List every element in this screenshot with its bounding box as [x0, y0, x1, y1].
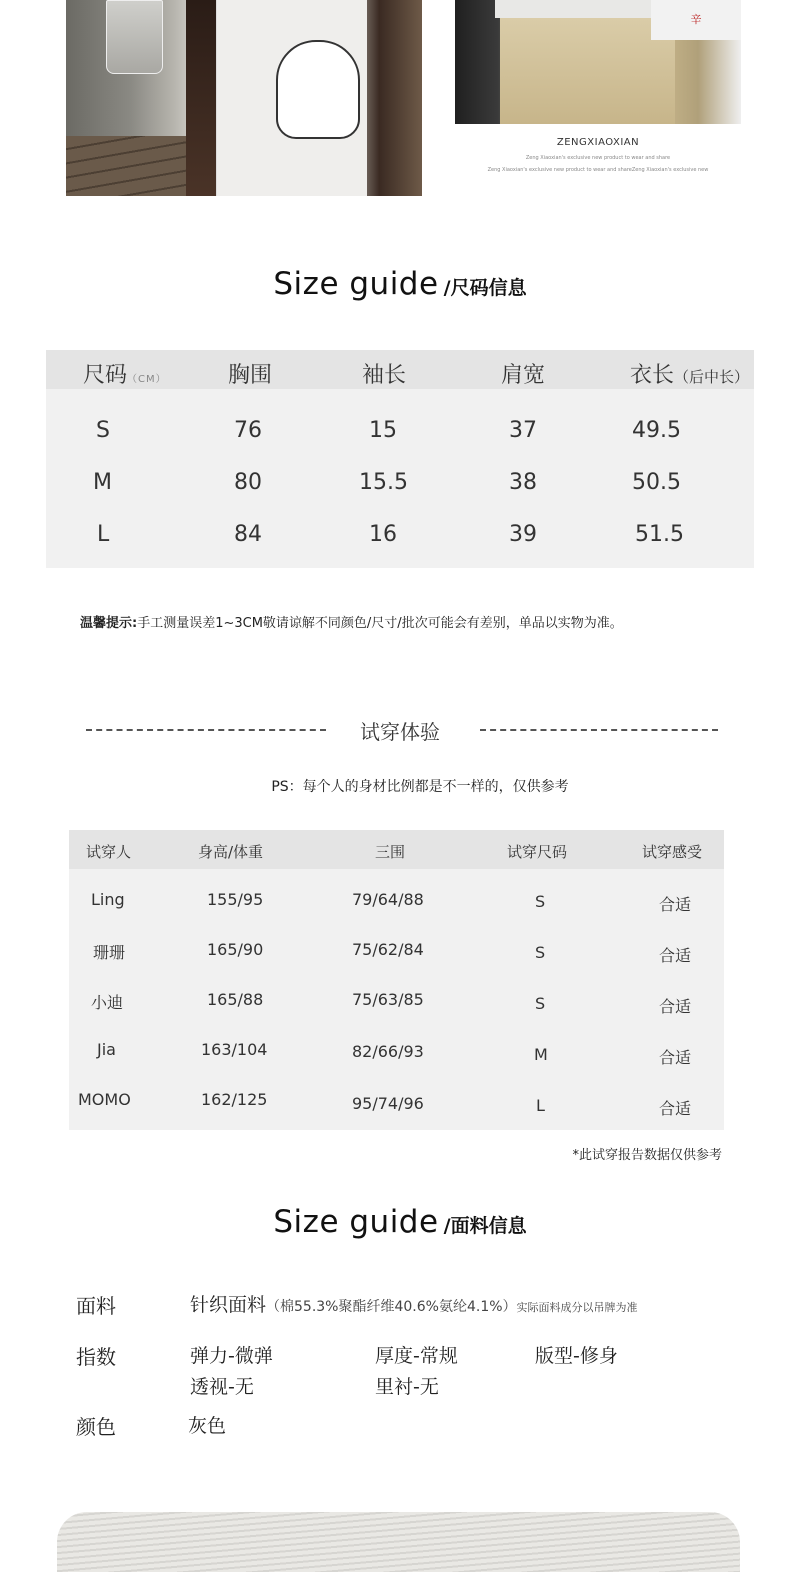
try-cell: 165/88 [207, 990, 264, 1009]
fabric-heading [0, 1204, 800, 1240]
try-cell: S [535, 994, 546, 1013]
photo-glass [106, 0, 163, 74]
note-label: 温馨提示: [80, 616, 138, 631]
model-photo-right [455, 0, 741, 124]
cat-print-graphic [276, 40, 360, 139]
try-on-table [69, 830, 724, 1130]
size-cell: 16 [369, 522, 397, 547]
try-cell: 165/90 [207, 940, 264, 959]
try-cell: 合适 [659, 946, 692, 965]
note-text: 手工测量误差1~3CM敬请谅解不同颜色/尺寸/批次可能会有差别，单品以实物为准。 [137, 616, 623, 631]
size-cell: 39 [509, 522, 537, 547]
try-header-measurements: 三围 [375, 843, 406, 861]
size-header-sleeve: 袖长 [362, 363, 407, 388]
measurement-note [80, 612, 623, 631]
size-guide-subtitle: /尺码信息 [443, 277, 527, 299]
size-cell: 49.5 [632, 418, 681, 443]
fabric-title: Size guide [273, 1204, 439, 1240]
try-cell: 珊珊 [93, 943, 126, 962]
fabric-label: 面料 [76, 1294, 116, 1318]
size-cell: 15 [369, 418, 397, 443]
try-cell: 79/64/88 [352, 890, 424, 909]
try-header-size: 试穿尺码 [507, 843, 568, 861]
try-header-person: 试穿人 [86, 843, 132, 861]
try-cell: 合适 [659, 1099, 692, 1118]
index-item: 弹力-微弹 [190, 1345, 273, 1367]
try-cell: 75/62/84 [352, 940, 424, 959]
brand-tagline-2: Zeng Xiaoxian's exclusive new product to wear and shareZeng Xiaoxian's exclusive new [487, 167, 709, 173]
try-cell: S [535, 943, 546, 962]
size-cell: 51.5 [635, 522, 684, 547]
fabric-composition-note: 实际面料成分以吊牌为准 [516, 1301, 638, 1314]
photo-sign: 辛 [651, 0, 741, 40]
try-on-title: 试穿体验 [360, 720, 440, 744]
try-cell: MOMO [78, 1090, 131, 1109]
try-header-height-weight: 身高/体重 [198, 843, 264, 861]
size-guide-title: Size guide [273, 266, 439, 302]
size-cell: 15.5 [359, 470, 408, 495]
size-cell: 37 [509, 418, 537, 443]
color-value: 灰色 [188, 1415, 227, 1437]
try-cell: 合适 [659, 895, 692, 914]
fabric-value-row [190, 1290, 638, 1317]
try-cell: M [534, 1045, 548, 1064]
size-header-bust: 胸围 [228, 363, 273, 388]
try-cell: 82/66/93 [352, 1042, 424, 1061]
size-header-shoulder: 肩宽 [501, 363, 546, 388]
size-cell: 80 [234, 470, 262, 495]
size-cell: 76 [234, 418, 262, 443]
color-label: 颜色 [76, 1415, 116, 1439]
size-cell: M [93, 470, 112, 495]
try-cell: Ling [91, 890, 125, 909]
fabric-value: 针织面料 [190, 1294, 267, 1316]
try-on-ps: PS：每个人的身材比例都是不一样的，仅供参考 [271, 779, 569, 795]
model-photo-left [66, 0, 422, 196]
try-cell: 163/104 [201, 1040, 268, 1059]
brand-name: ZENGXIAOXIAN [556, 137, 640, 148]
index-item: 版型-修身 [535, 1345, 618, 1367]
try-cell: 合适 [659, 997, 692, 1016]
photo-shirt-hem [495, 0, 675, 18]
try-cell: L [536, 1096, 545, 1115]
index-item: 透视-无 [190, 1376, 254, 1398]
index-label: 指数 [76, 1345, 116, 1369]
try-cell: 95/74/96 [352, 1094, 424, 1113]
size-cell: 38 [509, 470, 537, 495]
size-cell: S [96, 418, 110, 443]
fabric-texture-photo [57, 1512, 740, 1572]
brand-tagline-1: Zeng Xiaoxian's exclusive new product to wear and share [525, 155, 671, 161]
size-guide-heading [0, 266, 800, 302]
fabric-composition: （棉55.3%聚酯纤维40.6%氨纶4.1%） [266, 1299, 517, 1315]
photo-pants [500, 0, 675, 124]
try-cell: 75/63/85 [352, 990, 424, 1009]
try-cell: S [535, 892, 546, 911]
index-item: 厚度-常规 [375, 1345, 458, 1367]
size-cell: L [97, 522, 110, 547]
fabric-subtitle: /面料信息 [443, 1215, 527, 1237]
try-cell: Jia [97, 1040, 116, 1059]
try-cell: 162/125 [201, 1090, 268, 1109]
size-cell: 84 [234, 522, 262, 547]
size-header-length: 衣长（后中长） [630, 363, 750, 388]
size-table [46, 350, 754, 568]
size-header-size: 尺码（CM） [83, 363, 167, 388]
size-cell: 50.5 [632, 470, 681, 495]
try-on-footnote: *此试穿报告数据仅供参考 [572, 1148, 722, 1163]
try-cell: 小迪 [91, 993, 124, 1012]
try-cell: 155/95 [207, 890, 264, 909]
index-item: 里衬-无 [375, 1376, 439, 1398]
try-cell: 合适 [659, 1048, 692, 1067]
try-header-feel: 试穿感受 [642, 843, 703, 861]
